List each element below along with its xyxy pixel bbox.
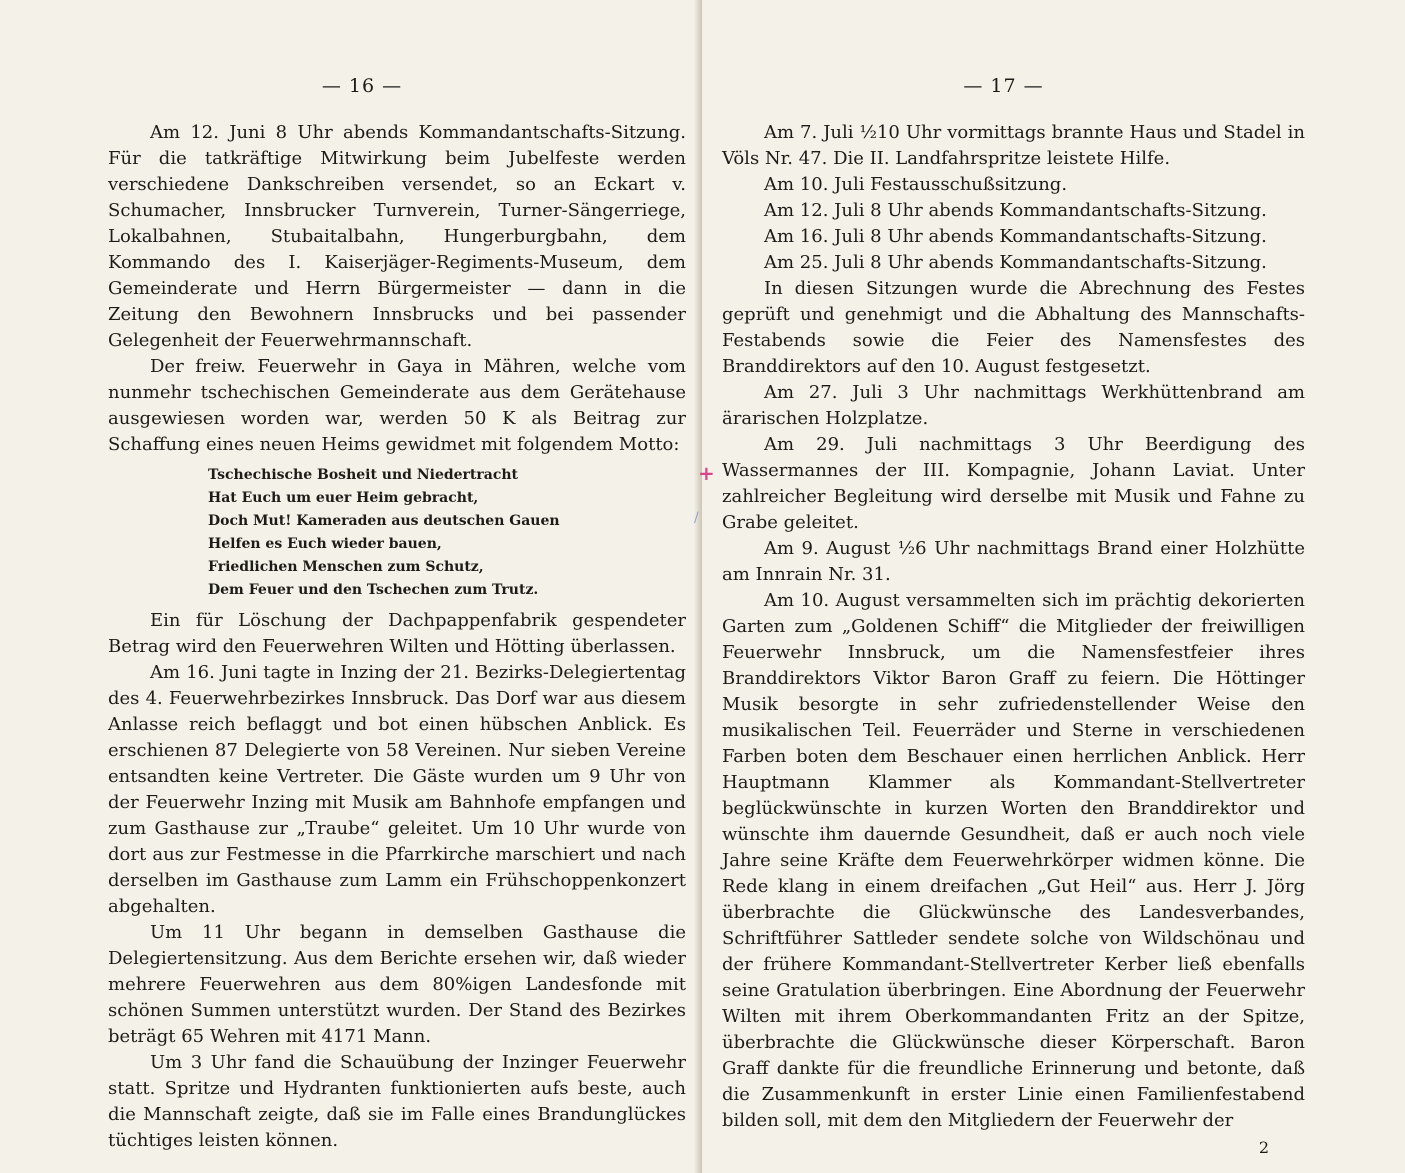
paragraph: Der freiw. Feuerwehr in Gaya in Mähren, welche vom nunmehr tschechischen Gemeinderate aus dem Gerätehause ausgewiesen worden war, werden 50 K als Beitrag zur Schaffung eines neuen Heims gewidmet mit folgendem Motto: [108, 356, 686, 455]
poem-line: Helfen es Euch wieder bauen, [208, 536, 442, 552]
page-number: — 17 — [963, 75, 1044, 97]
paragraph: Am 25. Juli 8 Uhr abends Kommandantschafts-Sitzung. [764, 252, 1267, 273]
poem-line: Friedlichen Menschen zum Schutz, [208, 559, 484, 575]
margin-tick-mark: / [694, 510, 699, 526]
paragraph: Am 9. August ½6 Uhr nachmittags Brand einer Holzhütte am Innrain Nr. 31. [722, 538, 1305, 585]
paragraph: Am 12. Juni 8 Uhr abends Kommandantschafts-Sitzung. Für die tatkräftige Mitwirkung beim Jubelfeste werden verschiedene Dankschreiben versendet, so an Eckart v. Schumacher, Innsbrucker Turnverein, Turner-Sängerriege, Lokalbahnen, Stubaitalbahn, Hungerburgbahn, dem Kommando des I. Kaiserjäger-Regiments-Museum, dem Gemeinderate und Herrn Bürgermeister — dann in die Zeitung den Bewohnern Innsbrucks und bei passender Gelegenheit der Feuerwehrmannschaft. [108, 122, 686, 351]
paragraph: Um 3 Uhr fand die Schauübung der Inzinger Feuerwehr statt. Spritze und Hydranten funktionierten aufs beste, auch die Mannschaft zeigte, daß sie im Falle eines Brandunglückes tüchtiges leisten können. [108, 1052, 686, 1151]
paragraph: Am 10. August versammelten sich im prächtig dekorierten Garten zum „Goldenen Schiff“ die Mitglieder der freiwilligen Feuerwehr Innsbruck, um die Namensfestfeier ihres Branddirektors Viktor Baron Graff zu feiern. Die Höttinger Musik besorgte in sehr zufriedenstellender Weise den musikalischen Teil. Feuerräder und Sterne in verschiedenen Farben boten dem Beschauer einen herrlichen Anblick. Herr Hauptmann Klammer als Kommandant-Stellvertreter beglückwünschte in kurzen Worten den Branddirektor und wünschte ihm dauernde Gesundheit, daß er auch noch viele Jahre seine Kräfte dem Feuerwehrkörper widmen könne. Die Rede klang in einem dreifachen „Gut Heil“ aus. Herr J. Jörg überbrachte die Glückwünsche des Landesverbandes, Schriftführer Sattleder sendete solche von Wildschönau und der frühere Kommandant-Stellvertreter Kerber ließ ebenfalls seine Gratulation überbringen. Eine Abordnung der Feuerwehr Wilten mit ihrem Oberkommandanten Fritz an der Spitze, überbrachte die Glückwünsche dieser Körperschaft. Baron Graff dankte für die freundliche Erinnerung und betonte, daß die Zusammenkunft in erster Linie einen Familienfestabend bilden soll, mit dem den Mitgliedern der Feuerwehr der [722, 590, 1305, 1131]
page-number: — 16 — [321, 75, 403, 97]
poem-line: Tschechische Bosheit und Niedertracht [208, 467, 519, 483]
paragraph: Am 29. Juli nachmittags 3 Uhr Beerdigung des Wassermannes der III. Kompagnie, Johann Laviat. Unter zahlreicher Begleitung wird derselbe mit Musik und Fahne zu Grabe geleitet. [722, 434, 1305, 533]
left-page [0, 0, 700, 1173]
right-page [702, 0, 1405, 1173]
paragraph: Um 11 Uhr begann in demselben Gasthause die Delegiertensitzung. Aus dem Berichte ersehen wir, daß wieder mehrere Feuerwehren aus dem 80%igen Landesfonde mit schönen Summen unterstützt wurden. Der Stand des Bezirkes beträgt 65 Wehren mit 4171 Mann. [108, 922, 686, 1047]
paragraph: Am 12. Juli 8 Uhr abends Kommandantschafts-Sitzung. [764, 200, 1267, 221]
signature-mark: 2 [1258, 1138, 1269, 1157]
poem-line: Hat Euch um euer Heim gebracht, [208, 490, 479, 506]
paragraph: Am 7. Juli ½10 Uhr vormittags brannte Haus und Stadel in Völs Nr. 47. Die II. Landfahrspritze leistete Hilfe. [722, 122, 1305, 169]
paragraph: Am 27. Juli 3 Uhr nachmittags Werkhüttenbrand am ärarischen Holzplatze. [722, 382, 1305, 429]
paragraph: Am 16. Juli 8 Uhr abends Kommandantschafts-Sitzung. [764, 226, 1267, 247]
motto-poem [208, 464, 686, 602]
poem-line: Dem Feuer und den Tschechen zum Trutz. [208, 582, 539, 598]
poem-line: Doch Mut! Kameraden aus deutschen Gauen [208, 513, 560, 529]
paragraph: Ein für Löschung der Dachpappenfabrik gespendeter Betrag wird den Feuerwehren Wilten und Hötting überlassen. [108, 610, 686, 657]
margin-cross-mark: + [698, 461, 715, 485]
paragraph: Am 16. Juni tagte in Inzing der 21. Bezirks-Delegiertentag des 4. Feuerwehrbezirkes Innsbruck. Das Dorf war aus diesem Anlasse reich beflaggt und bot einen hübschen Anblick. Es erschienen 87 Delegierte von 58 Vereinen. Nur sieben Vereine entsandten keine Vertreter. Die Gäste wurden um 9 Uhr von der Feuerwehr Inzing mit Musik am Bahnhofe empfangen und zum Gasthause zur „Traube“ geleitet. Um 10 Uhr wurde von dort aus zur Festmesse in die Pfarrkirche marschiert und nach derselben im Gasthause zum Lamm ein Frühschoppenkonzert abgehalten. [108, 662, 686, 917]
paragraph: Am 10. Juli Festausschußsitzung. [764, 174, 1068, 195]
paragraph: In diesen Sitzungen wurde die Abrechnung des Festes geprüft und genehmigt und die Abhaltung des Mannschafts-Festabends sowie die Feier des Namensfestes des Branddirektors auf den 10. August festgesetzt. [722, 278, 1305, 377]
